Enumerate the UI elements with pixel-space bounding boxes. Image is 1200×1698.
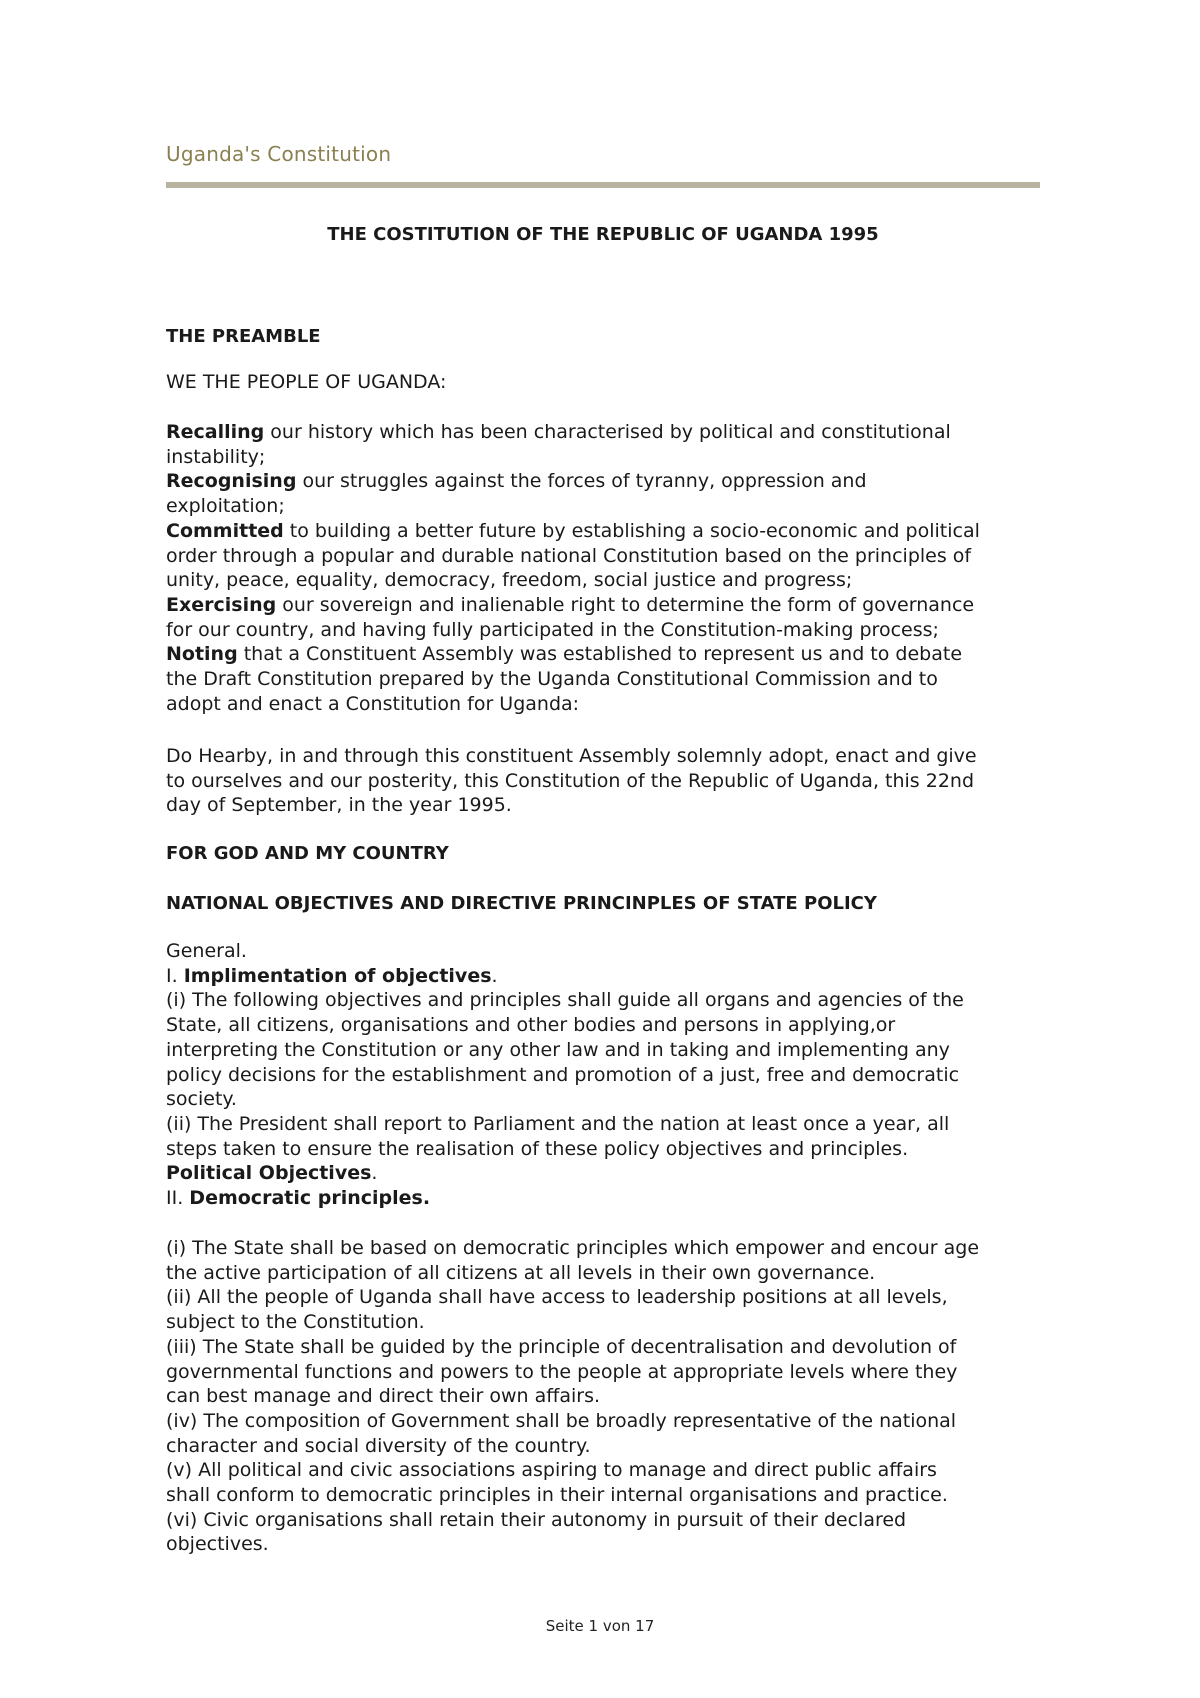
clause-lead: Noting — [166, 643, 238, 666]
objectives-heading: NATIONAL OBJECTIVES AND DIRECTIVE PRINCINPLES OF STATE POLICY — [166, 893, 877, 914]
clause-line: adopt and enact a Constitution for Uganda: — [166, 692, 580, 715]
section-heading: II. Democratic principles. — [166, 1187, 431, 1210]
clause-line: Exercising our sovereign and inalienable right to determine the form of governance — [166, 593, 975, 616]
site-title: Uganda's Constitution — [166, 142, 392, 166]
adoption-paragraph: Do Hearby, in and through this constituent Assembly solemnly adopt, enact and give to ourselves and our posterity, this Constitution of the Republic of Uganda, this 22nd day of September, in the year 1995. — [166, 745, 977, 817]
clause-line: Committed to building a better future by establishing a socio-economic and political — [166, 519, 980, 542]
page-number: Seite 1 von 17 — [545, 1617, 655, 1635]
clause-line: Recognising our struggles against the forces of tyranny, oppression and — [166, 470, 867, 493]
political-objectives-heading: Political Objectives. — [166, 1162, 378, 1185]
preamble-clauses — [166, 420, 1040, 716]
clause-line: the Draft Constitution prepared by the Uganda Constitutional Commission and to — [166, 668, 938, 691]
clause-line: exploitation; — [166, 495, 285, 518]
header-divider — [166, 182, 1040, 188]
clause-line: unity, peace, equality, democracy, freedom, social justice and progress; — [166, 569, 853, 592]
clause-line: Noting that a Constituent Assembly was established to represent us and to debate — [166, 643, 963, 666]
clause-lead: Recalling — [166, 421, 265, 443]
democratic-principles-body: (i) The State shall be based on democratic principles which empower and encour age the active participation of all citizens at all levels in their own governance. (ii) All the people of Uganda shall have access to leadership positions at all levels, subject to the Constitution. (iii) The State shall be guided by the principle of decentralisation and devolution of governmental functions and powers to the people at appropriate levels where they can best manage and direct their own affairs. (iv) The composition of Government shall be broadly representative of the national character and social diversity of the country. (v) All political and civic associations aspiring to manage and direct public affairs shall conform to democratic principles in their internal organisations and practice. (vi) Civic organisations shall retain their autonomy in pursuit of their declared objectives. — [166, 1237, 980, 1556]
clause-lead: Exercising — [166, 593, 277, 616]
clause-lead: Recognising — [166, 470, 297, 493]
preamble-intro: WE THE PEOPLE OF UGANDA: — [166, 371, 447, 393]
clause-line: order through a popular and durable national Constitution based on the principles of — [166, 544, 972, 567]
preamble-heading: THE PREAMBLE — [166, 326, 321, 347]
document-title: THE COSTITUTION OF THE REPUBLIC OF UGANDA 1995 — [327, 224, 879, 245]
section-heading: I. Implimentation of objectives. — [166, 964, 498, 987]
general-label: General. — [166, 940, 247, 962]
clause-line: Recalling our history which has been characterised by political and constitutional — [166, 421, 951, 443]
clause-lead: Committed — [166, 519, 284, 542]
clause-line: instability; — [166, 445, 266, 468]
objectives-body: General. I. Implimentation of objectives. (i) The following objectives and principles shall guide all organs and agencies of the State, all citizens, organisations and other bodies and persons in applying,or interpreting the Constitution or any other law and in taking and implementing any policy decisions for the establishment and promotion of a just, free and democratic society. (ii) The President shall report to Parliament and the nation at least once a year, all steps taken to ensure the realisation of these policy objectives and principles. Political Objectives. II. Democratic principles. — [166, 939, 1040, 1211]
motto: FOR GOD AND MY COUNTRY — [166, 843, 449, 864]
clause-line: for our country, and having fully participated in the Constitution-making process; — [166, 618, 939, 641]
